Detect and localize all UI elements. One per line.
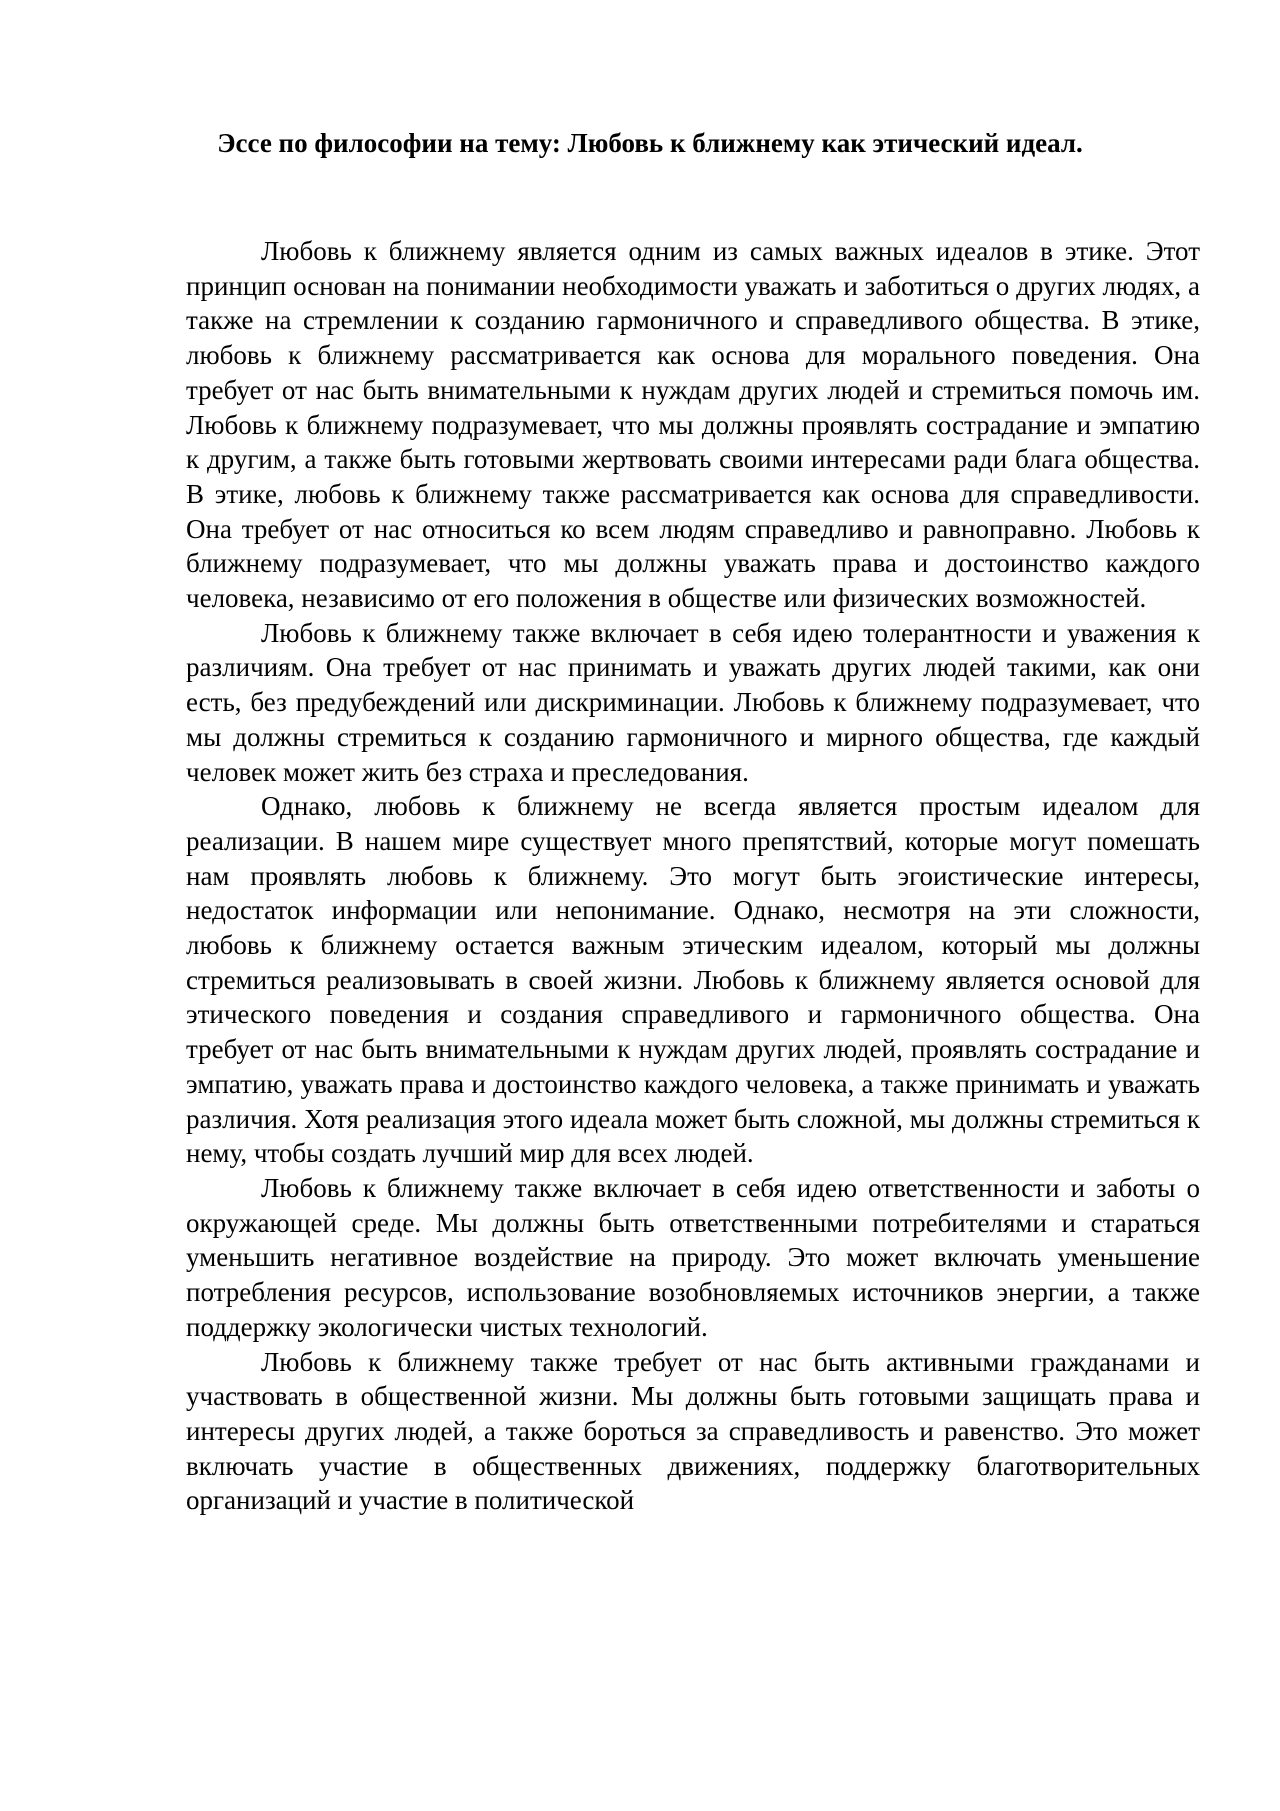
essay-body <box>186 234 1200 1518</box>
paragraph-4: Любовь к ближнему также включает в себя идею ответственности и заботы о окружающей среде. Мы должны быть ответственными потребителями и стараться уменьшить негативное воздействие на природу. Это может включать уменьшение потребления ресурсов, использование возобновляемых источников энергии, а также поддержку экологически чистых технологий. <box>186 1172 1200 1342</box>
paragraph-2: Любовь к ближнему также включает в себя идею толерантности и уважения к различиям. Она требует от нас принимать и уважать других людей такими, как они есть, без предубеждений или дискриминации. Любовь к ближнему подразумевает, что мы должны стремиться к созданию гармоничного и мирного общества, где каждый человек может жить без страха и преследования. <box>186 617 1200 787</box>
paragraph-3: Однако, любовь к ближнему не всегда является простым идеалом для реализации. В нашем мире существует много препятствий, которые могут помешать нам проявлять любовь к ближнему. Это могут быть эгоистические интересы, недостаток информации или непонимание. Однако, несмотря на эти сложности, любовь к ближнему остается важным этическим идеалом, который мы должны стремиться реализовывать в своей жизни. Любовь к ближнему является основой для этического поведения и создания справедливого и гармоничного общества. Она требует от нас быть внимательными к нуждам других людей, проявлять сострадание и эмпатию, уважать права и достоинство каждого человека, а также принимать и уважать различия. Хотя реализация этого идеала может быть сложной, мы должны стремиться к нему, чтобы создать лучший мир для всех людей. <box>186 791 1200 1169</box>
paragraph-1: Любовь к ближнему является одним из самых важных идеалов в этике. Этот принцип основан на понимании необходимости уважать и заботиться о других людях, а также на стремлении к созданию гармоничного и справедливого общества. В этике, любовь к ближнему рассматривается как основа для морального поведения. Она требует от нас быть внимательными к нуждам других людей и стремиться помочь им. Любовь к ближнему подразумевает, что мы должны проявлять сострадание и эмпатию к другим, а также быть готовыми жертвовать своими интересами ради блага общества. В этике, любовь к ближнему также рассматривается как основа для справедливости. Она требует от нас относиться ко всем людям справедливо и равноправно. Любовь к ближнему подразумевает, что мы должны уважать права и достоинство каждого человека, независимо от его положения в обществе или физических возможностей. <box>186 236 1200 614</box>
paragraph-5: Любовь к ближнему также требует от нас быть активными гражданами и участвовать в общественной жизни. Мы должны быть готовыми защищать права и интересы других людей, а также бороться за справедливость и равенство. Это может включать участие в общественных движениях, поддержку благотворительных организаций и участие в политической <box>186 1346 1200 1516</box>
essay-title: Эссе по философии на тему: Любовь к ближнему как этический идеал. <box>217 128 1083 158</box>
